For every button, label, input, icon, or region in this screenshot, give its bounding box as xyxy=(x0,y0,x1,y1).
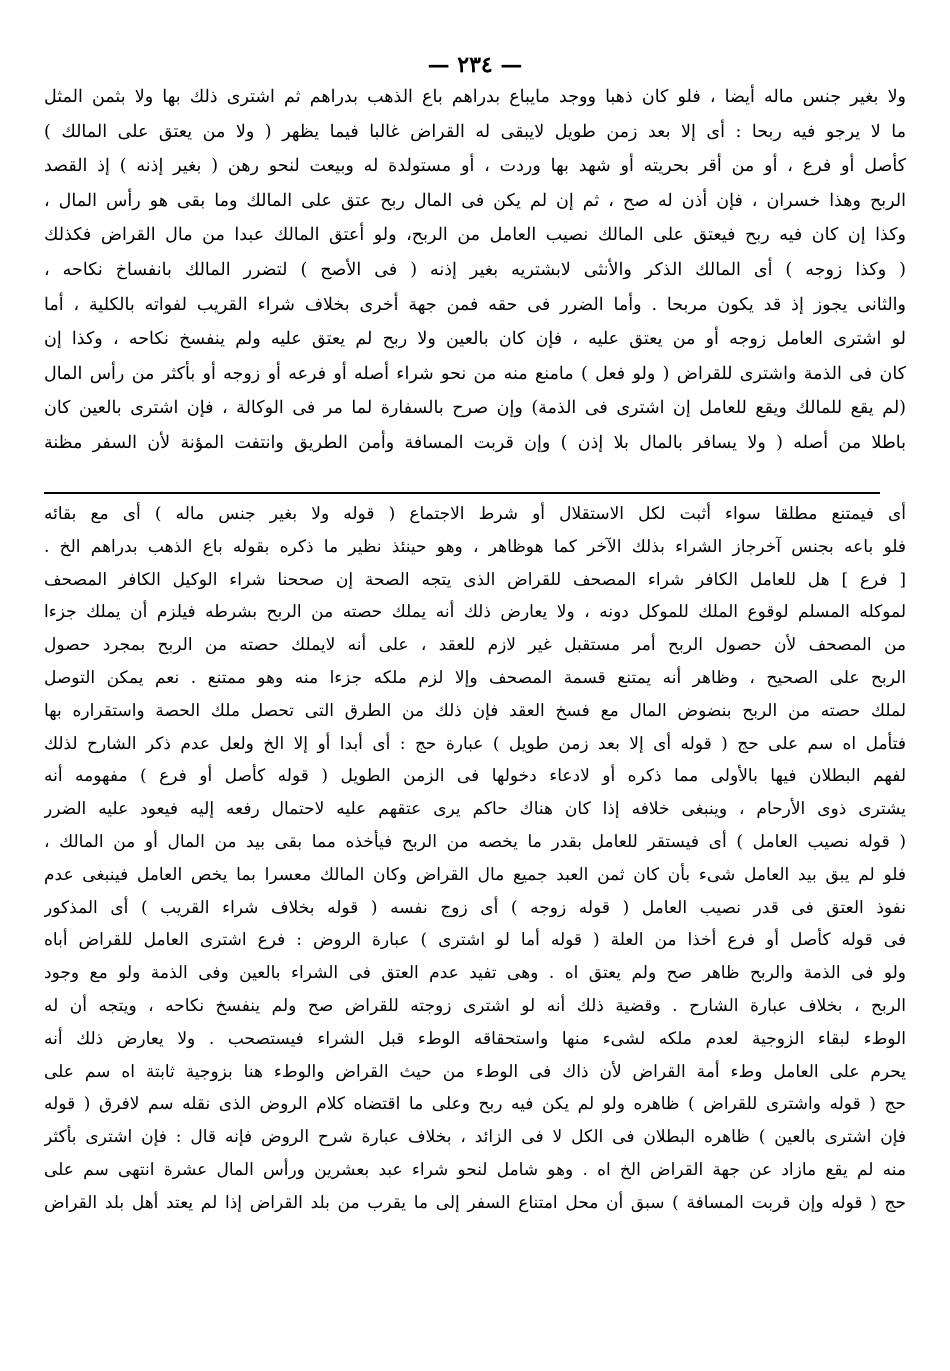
commentary-line: ولو فى الذمة والربح ظاهر صح ولم يعتق اه . وهى تفيد عدم العتق فى الشراء بالعين وفى الذمة ولو مع وجود xyxy=(44,963,906,984)
commentary-line: نفوذ العتق فى قدر نصيب العامل ( قوله زوجه ) أى زوج نفسه ( قوله بخلاف شراء القريب ) أى المذكور xyxy=(44,897,906,918)
main-text-line: باطلا من أصله ( ولا يسافر بالمال بلا إذن ) وإن قربت المسافة وأمن الطريق وانتفت المؤنة لأن السفر مظنة xyxy=(44,432,906,453)
main-text-line: وكذا إن كان فيه ربح فيعتق على المالك نصيب العامل من الربح، ولو أعتق المالك عبدا من مال القراض فكذلك xyxy=(44,225,906,246)
main-text-line: ( وكذا زوجه ) أى المالك الذكر والأنثى لابشتريه بغير إذنه ( فى الأصح ) لتضرر المالك بانفساخ نكاحه ، xyxy=(44,259,906,280)
commentary-line: فى قوله كأصل أو فرع أخذا من العلة ( قوله أما لو اشترى ) عبارة الروض : فرع اشترى العامل للقراض أباه xyxy=(44,930,906,951)
commentary-line: يحرم على العامل وطء أمة القراض لأن ذاك فى الوطء من حيث القراض والوطء هنا بزوجية ثابتة اه سم على xyxy=(44,1061,906,1082)
commentary-line: [ فرع ] هل للعامل الكافر شراء المصحف للقراض الذى يتجه الصحة إن صححنا شراء الوكيل الكافر المصحف xyxy=(44,569,906,590)
commentary-line: حج ( قوله وإن قربت المسافة ) سبق أن محل امتناع السفر إلى ما يقرب من بلد القراض إذا لم يعتد أهل بلد القراض xyxy=(44,1192,906,1213)
main-text-line: كأصل أو فرع ، أو من أقر بحريته أو شهد بها وردت ، أو مستولدة له وبيعت لنحو رهن ( بغير إذنه ) إذ القصد xyxy=(44,156,906,177)
commentary-line: الوطء لبقاء الزوجية لعدم ملكه لشىء منها واستحقاقه الوطء قبل الشراء فيستصحب . ولا يعارض ذلك أنه xyxy=(44,1028,906,1049)
commentary-line: لموكله المسلم لوقوع الملك للموكل دونه ، ولا يعارض ذلك أنه يملك حصته من الربح بشرطه فيلزم أن يملك جزءا xyxy=(44,602,906,623)
commentary-line: فلو لم يبق بيد العامل شىء بأن كان ثمن العبد جميع مال القراض وكان المالك معسرا بما يخص العامل فينبغى عدم xyxy=(44,864,906,885)
commentary-line: لملك حصته من الربح بنضوض المال مع فسخ العقد فإن ذلك من الطرق التى تحصل ملك الحصة واستقراره بها xyxy=(44,700,906,721)
commentary-line: فإن اشترى بالعين ) ظاهره البطلان فى الكل لا فى الزائد ، بخلاف عبارة شرح الروض فإنه قال : فإن اشترى بأكثر xyxy=(44,1127,906,1148)
main-text-line: الربح وهذا خسران ، فإن أذن له صح ، ثم إن لم يكن فى المال ربح عتق على المالك وما بقى هو رأس المال ، xyxy=(44,190,906,211)
main-text-block xyxy=(44,84,906,465)
commentary-line: فلو باعه بجنس آخرجاز الشراء بذلك الآخر كما هوظاهر ، وهو حينئذ نظير ما ذكره بقوله باع الذهب بدراهم الخ . xyxy=(44,536,906,557)
commentary-line: الربح على الصحيح ، وظاهر أنه يمتنع قسمة المصحف وإلا لزم ملكه جزءا منه وهو ممتنع . نعم يمكن التوصل xyxy=(44,667,906,688)
commentary-line: الربح ، بخلاف عبارة الشارح . وقضية ذلك أنه لو اشترى زوجته للقراض صح ولم ينفسخ نكاحه ، ويتجه أن له xyxy=(44,995,906,1016)
page-number: — ٢٣٤ — xyxy=(427,52,523,78)
commentary-line: من المصحف لأن حصول الربح أمر مستقبل غير لازم للعقد ، على أنه لايملك حصته من الربح بمجرد حصول xyxy=(44,635,906,656)
commentary-line: منه لم يقع مازاد عن جهة القراض الخ اه . وهو شامل لنحو شراء عبد بعشرين ورأس المال عشرة انتهى سم على xyxy=(44,1159,906,1180)
commentary-line: ( قوله نصيب العامل ) أى فيستقر للعامل بقدر ما يخصه من الربح فيأخذه مما بقى بيد من المال أو من المالك ، xyxy=(44,831,906,852)
main-text-line: ولا بغير جنس ماله أيضا ، فلو كان ذهبا ووجد مايباع بدراهم باع الذهب بدراهم ثم اشترى ذلك بها ولا بثمن المثل xyxy=(44,87,906,107)
commentary-block xyxy=(44,502,906,1224)
commentary-line: يشترى ذوى الأرحام ، وينبغى خلافه إذا كان هناك حاكم يرى عتقهم عليه لاحتمال رفعه إليه فيعود عليه الضرر xyxy=(44,799,906,820)
main-text-line: والثانى يجوز إذ قد يكون مربحا . وأما الضرر فى حقه فمن جهة أخرى بخلاف شراء القريب لفواته بالكلية ، أما xyxy=(44,294,906,315)
commentary-line: لفهم البطلان فيها بالأولى مما ذكره أو لادعاء دخولها فى الزمن الطويل ( قوله كأصل أو فرع ) مفهومه أنه xyxy=(44,766,906,787)
section-divider xyxy=(44,492,880,494)
commentary-line: فتأمل اه سم على حج ( قوله أى إلا بعد زمن طويل ) عبارة حج : أى أبدا أو إلا الخ ولعل عدم ذكر الشارح لذلك xyxy=(44,733,906,754)
commentary-line: أى فيمتنع مطلقا سواء أثبت لكل الاستقلال أو شرط الاجتماع ( قوله ولا بغير جنس ماله ) أى مع بقائه xyxy=(44,504,906,524)
main-text-line: لو اشترى العامل زوجه أو من يعتق عليه ، فإن كان بالعين ولا ربح لم يعتق عليه ولم ينفسخ نكاحه ، وكذا إن xyxy=(44,329,906,350)
commentary-line: حج ( قوله واشترى للقراض ) ظاهره ولو لم يكن فيه ربح وعلى ما اقتضاه كلام الروض الذى نقله سم لافرق ( قوله xyxy=(44,1094,906,1115)
main-text-line: (لم يقع للمالك ويقع للعامل إن اشترى فى الذمة) وإن صرح بالسفارة لما مر فى الوكالة ، فإن اشترى بالعين كان xyxy=(44,398,906,419)
main-text-line: ما لا يرجو فيه ربحا : أى إلا بعد زمن طويل لايبقى له القراض غالبا فيما يظهر ( ولا من يعتق على المالك ) xyxy=(44,121,906,142)
main-text-line: كان فى الذمة واشترى للقراض ( ولو فعل ) مامنع منه من نحو شراء أصله أو فرعه أو زوجه أو بأكثر من رأس المال xyxy=(44,363,906,384)
